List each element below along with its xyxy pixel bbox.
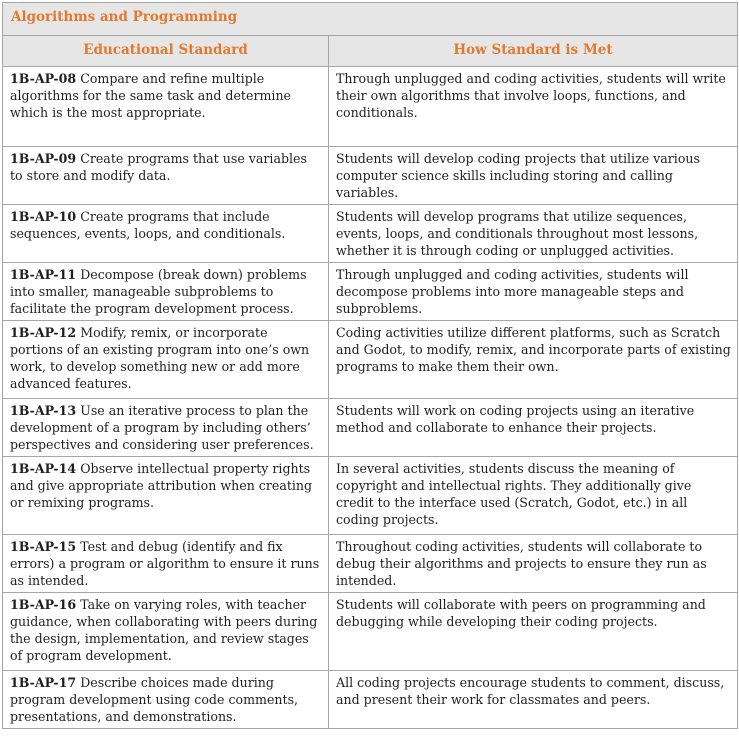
standard-text: Modify, remix, or incorporate portions of an existing program into one’s own work, to develop something new or add more advanced features. bbox=[10, 325, 310, 391]
how-met-cell: All coding projects encourage students to comment, discuss, and present their work for classmates and peers. bbox=[329, 671, 738, 729]
how-met-cell: Students will collaborate with peers on programming and debugging while developing their coding projects. bbox=[329, 593, 738, 671]
standard-text: Take on varying roles, with teacher guidance, when collaborating with peers during the design, implementation, and review stages of program development. bbox=[10, 597, 318, 663]
table-row bbox=[3, 205, 738, 263]
standard-text: Use an iterative process to plan the development of a program by including others’ perspectives and considering user preferences. bbox=[10, 403, 314, 452]
table-row bbox=[3, 67, 738, 147]
standard-cell bbox=[3, 671, 329, 729]
standard-code: 1B-AP-13 bbox=[10, 403, 77, 418]
standard-cell bbox=[3, 147, 329, 205]
table-row bbox=[3, 263, 738, 321]
standard-cell bbox=[3, 535, 329, 593]
how-met-cell: Students will develop programs that utilize sequences, events, loops, and conditionals throughout most lessons, whether it is through coding or unplugged activities. bbox=[329, 205, 738, 263]
standard-code: 1B-AP-12 bbox=[10, 325, 77, 340]
standard-text: Create programs that use variables to store and modify data. bbox=[10, 151, 307, 183]
standard-text: Test and debug (identify and fix errors) a program or algorithm to ensure it runs as intended. bbox=[10, 539, 320, 588]
standard-cell bbox=[3, 205, 329, 263]
table-title-row bbox=[3, 3, 738, 36]
how-met-cell: Coding activities utilize different platforms, such as Scratch and Godot, to modify, remix, and incorporate parts of existing programs to make them their own. bbox=[329, 321, 738, 399]
table-row bbox=[3, 399, 738, 457]
column-header-standard: Educational Standard bbox=[3, 36, 329, 67]
table-row bbox=[3, 321, 738, 399]
table-row bbox=[3, 671, 738, 729]
table-row bbox=[3, 457, 738, 535]
standard-code: 1B-AP-16 bbox=[10, 597, 77, 612]
how-met-cell: In several activities, students discuss the meaning of copyright and intellectual rights. They additionally give credit to the interface used (Scratch, Godot, etc.) in all coding projects. bbox=[329, 457, 738, 535]
standards-table-wrapper bbox=[2, 2, 737, 729]
standard-text: Observe intellectual property rights and give appropriate attribution when creating or remixing programs. bbox=[10, 461, 313, 510]
standards-table bbox=[2, 2, 738, 729]
table-header-row bbox=[3, 36, 738, 67]
standard-code: 1B-AP-17 bbox=[10, 675, 77, 690]
standard-code: 1B-AP-11 bbox=[10, 267, 77, 282]
standard-cell bbox=[3, 593, 329, 671]
table-row bbox=[3, 593, 738, 671]
how-met-cell: Through unplugged and coding activities, students will write their own algorithms that involve loops, functions, and conditionals. bbox=[329, 67, 738, 147]
standard-code: 1B-AP-09 bbox=[10, 151, 77, 166]
standard-code: 1B-AP-14 bbox=[10, 461, 77, 476]
how-met-cell: Through unplugged and coding activities, students will decompose problems into more manageable steps and subproblems. bbox=[329, 263, 738, 321]
standard-text: Decompose (break down) problems into smaller, manageable subproblems to facilitate the program development process. bbox=[10, 267, 307, 316]
standard-cell bbox=[3, 321, 329, 399]
standard-cell bbox=[3, 67, 329, 147]
standard-code: 1B-AP-10 bbox=[10, 209, 77, 224]
standard-code: 1B-AP-15 bbox=[10, 539, 77, 554]
how-met-cell: Students will work on coding projects using an iterative method and collaborate to enhance their projects. bbox=[329, 399, 738, 457]
standard-code: 1B-AP-08 bbox=[10, 71, 77, 86]
standard-cell bbox=[3, 399, 329, 457]
standard-cell bbox=[3, 457, 329, 535]
standard-text: Compare and refine multiple algorithms for the same task and determine which is the most appropriate. bbox=[10, 71, 292, 120]
standard-cell bbox=[3, 263, 329, 321]
standard-text: Create programs that include sequences, events, loops, and conditionals. bbox=[10, 209, 286, 241]
standard-text: Describe choices made during program development using code comments, presentations, and demonstrations. bbox=[10, 675, 299, 724]
how-met-cell: Throughout coding activities, students will collaborate to debug their algorithms and projects to ensure they run as intended. bbox=[329, 535, 738, 593]
how-met-cell: Students will develop coding projects that utilize various computer science skills including storing and calling variables. bbox=[329, 147, 738, 205]
table-title: Algorithms and Programming bbox=[3, 3, 738, 36]
table-row bbox=[3, 535, 738, 593]
column-header-how-met: How Standard is Met bbox=[329, 36, 738, 67]
table-row bbox=[3, 147, 738, 205]
